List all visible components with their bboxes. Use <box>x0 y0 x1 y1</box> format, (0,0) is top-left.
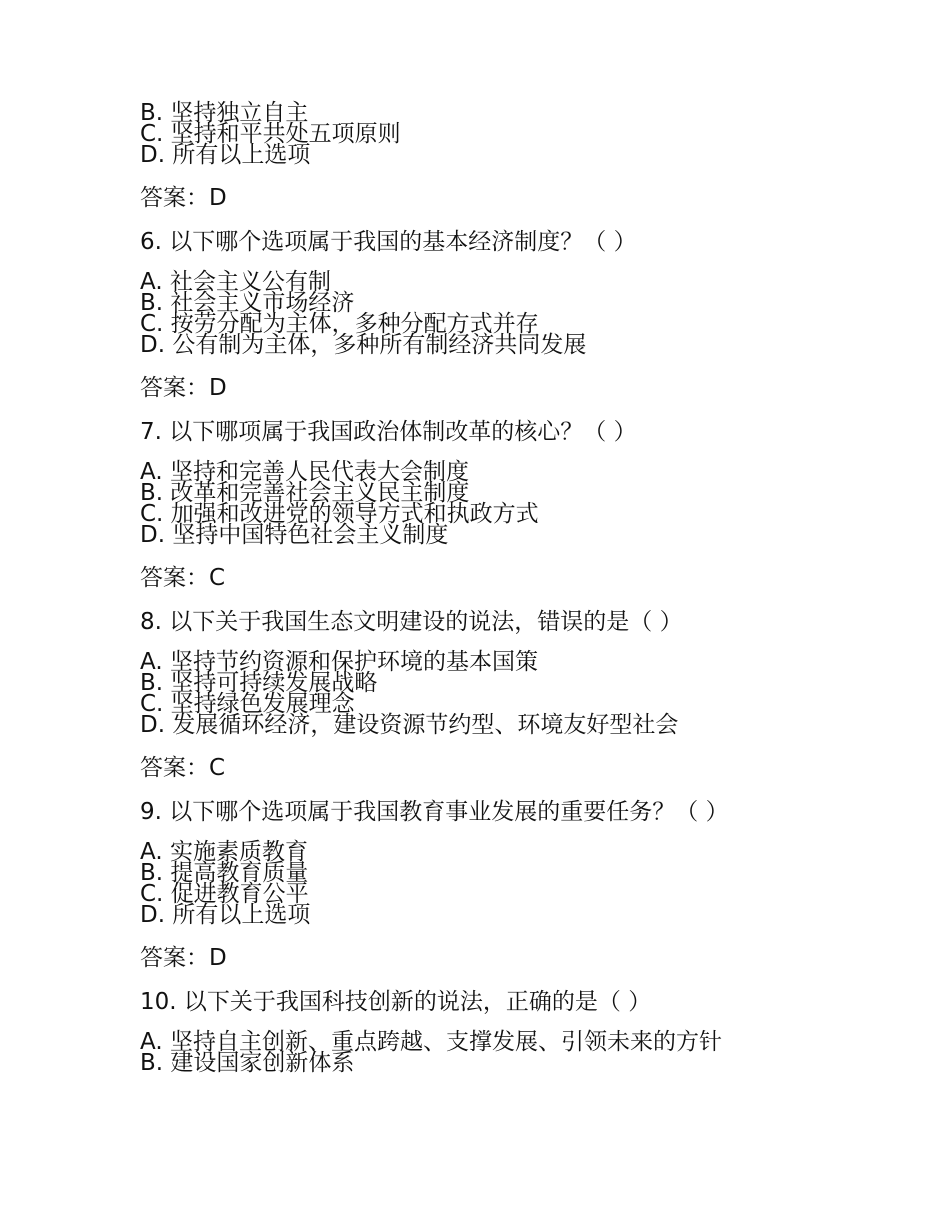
q9-question: 9. 以下哪个选项属于我国教育事业发展的重要任务？（ ） <box>140 799 729 825</box>
q8-option-c: C. 坚持绿色发展理念 <box>140 691 355 717</box>
q6-option-d: D. 公有制为主体，多种所有制经济共同发展 <box>140 332 587 358</box>
q7-option-a: A. 坚持和完善人民代表大会制度 <box>140 459 469 485</box>
q7-option-c: C. 加强和改进党的领导方式和执政方式 <box>140 501 539 527</box>
q10-options <box>140 1029 920 1076</box>
q5-options <box>140 100 920 168</box>
q9-options <box>140 839 920 928</box>
q7-option-b: B. 改革和完善社会主义民主制度 <box>140 480 470 506</box>
q7-options <box>140 459 920 548</box>
q5-option-c: C. 坚持和平共处五项原则 <box>140 121 401 147</box>
q7-question: 7. 以下哪项属于我国政治体制改革的核心？（ ） <box>140 419 637 445</box>
q8-option-a: A. 坚持节约资源和保护环境的基本国策 <box>140 649 538 675</box>
q7-answer: 答案：C <box>140 565 226 591</box>
q6-answer: 答案：D <box>140 375 227 401</box>
q7-option-d: D. 坚持中国特色社会主义制度 <box>140 522 449 548</box>
q5-answer: 答案：D <box>140 185 227 211</box>
q8-option-b: B. 坚持可持续发展战略 <box>140 670 378 696</box>
q10-option-a: A. 坚持自主创新、重点跨越、支撑发展、引领未来的方针 <box>140 1029 722 1055</box>
q10-question: 10. 以下关于我国科技创新的说法，正确的是（ ） <box>140 989 652 1015</box>
q9-answer: 答案：D <box>140 945 227 971</box>
q6-option-b: B. 社会主义市场经济 <box>140 290 355 316</box>
q9-option-c: C. 促进教育公平 <box>140 881 309 907</box>
q8-answer: 答案：C <box>140 755 226 781</box>
q9-option-a: A. 实施素质教育 <box>140 839 308 865</box>
document-page <box>140 100 920 1076</box>
q5-option-b: B. 坚持独立自主 <box>140 100 309 126</box>
q5-option-d: D. 所有以上选项 <box>140 142 311 168</box>
q6-question: 6. 以下哪个选项属于我国的基本经济制度？（ ） <box>140 229 637 255</box>
q8-question: 8. 以下关于我国生态文明建设的说法，错误的是（ ） <box>140 609 683 635</box>
q6-option-c: C. 按劳分配为主体，多种分配方式并存 <box>140 311 539 337</box>
q8-options <box>140 649 920 738</box>
q9-option-d: D. 所有以上选项 <box>140 902 311 928</box>
q8-option-d: D. 发展循环经济，建设资源节约型、环境友好型社会 <box>140 712 679 738</box>
q10-option-b: B. 建设国家创新体系 <box>140 1050 355 1076</box>
q9-option-b: B. 提高教育质量 <box>140 860 309 886</box>
q6-options <box>140 269 920 358</box>
q6-option-a: A. 社会主义公有制 <box>140 269 331 295</box>
